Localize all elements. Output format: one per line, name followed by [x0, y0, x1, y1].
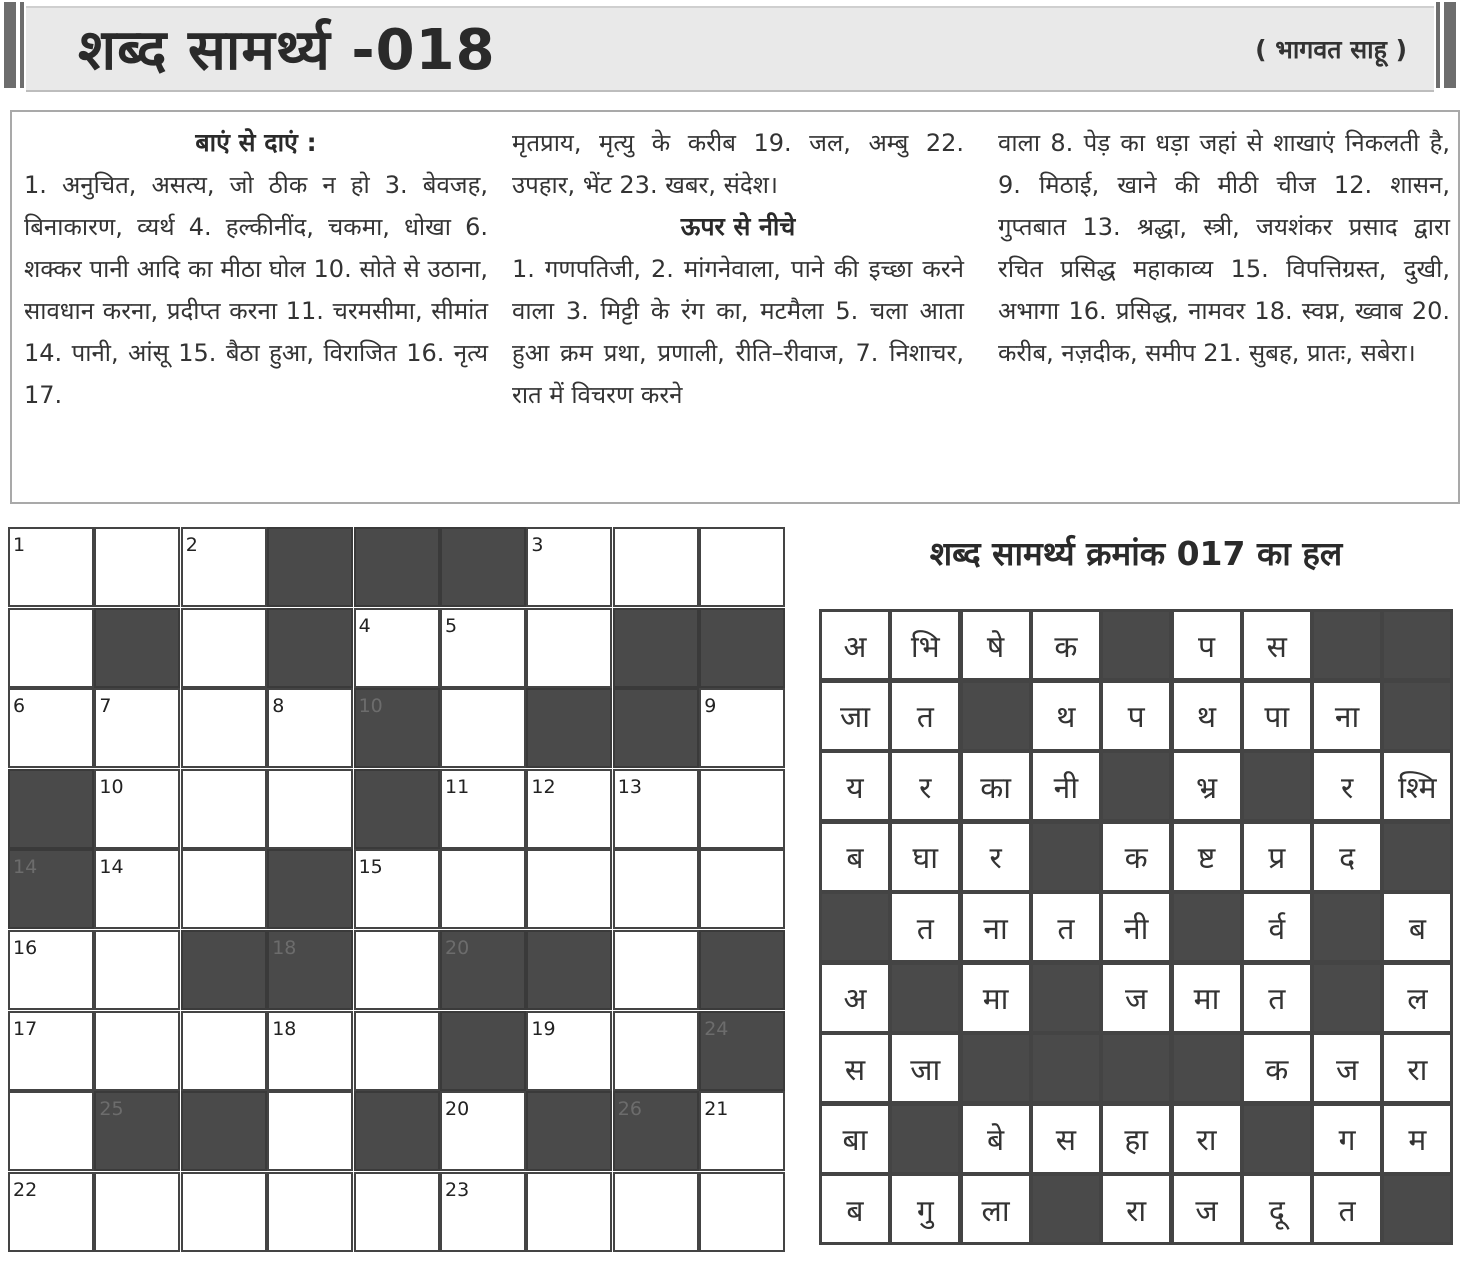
- solution-letter: ब: [822, 824, 888, 890]
- solution-letter: जा: [892, 1035, 958, 1101]
- solution-letter: र्व: [1244, 894, 1310, 960]
- solution-letter: बे: [963, 1106, 1029, 1172]
- solution-letter: प्र: [1244, 824, 1310, 890]
- grid-cell[interactable]: [440, 1091, 526, 1171]
- solution-block: [1384, 1176, 1450, 1242]
- solution-letter: य: [822, 753, 888, 819]
- grid-cell[interactable]: [613, 930, 699, 1010]
- clue-number: 5: [445, 614, 458, 637]
- grid-block: [699, 930, 785, 1010]
- solution-letter: ल: [1384, 965, 1450, 1031]
- grid-block: [354, 1091, 440, 1171]
- grid-block: [94, 608, 180, 688]
- grid-cell[interactable]: [94, 1011, 180, 1091]
- solution-letter: रा: [1174, 1106, 1240, 1172]
- solution-letter: स: [1033, 1106, 1099, 1172]
- solution-letter: त: [1033, 894, 1099, 960]
- solution-letter: र: [1314, 753, 1380, 819]
- solution-letter: र: [963, 824, 1029, 890]
- solution-block: [1103, 753, 1169, 819]
- grid-cell[interactable]: [94, 688, 180, 768]
- header-band: [0, 0, 1465, 96]
- grid-cell[interactable]: [94, 527, 180, 607]
- clue-number: 14: [13, 856, 38, 879]
- grid-cell[interactable]: [613, 849, 699, 929]
- solution-letter: मा: [1174, 965, 1240, 1031]
- clue-column-1: [24, 122, 488, 416]
- down-clues-part1: 1. गणपतिजी, 2. मांगनेवाला, पाने की इच्छा करने वाला 3. मिट्टी के रंग का, मटमैला 5. चला आता हुआ क्रम प्रथा, प्रणाली, रीति–रीवाज, 7. निशाचर, रात में विचरण करने: [512, 255, 964, 409]
- grid-cell[interactable]: [613, 1172, 699, 1252]
- clue-number: 19: [531, 1017, 556, 1040]
- grid-cell[interactable]: [8, 527, 94, 607]
- clue-number: 8: [272, 695, 285, 718]
- clue-number: 1: [13, 534, 26, 556]
- solution-letter: क: [1244, 1035, 1310, 1101]
- grid-cell[interactable]: [440, 688, 526, 768]
- down-clues-part2: वाला 8. पेड़ का धड़ा जहां से शाखाएं निकलती है, 9. मिठाई, खाने की मीठी चीज 12. शासन, गुप्तबात 13. श्रद्धा, स्त्री, जयशंकर प्रसाद द्वारा रचित प्रसिद्ध महाकाव्य 15. विपत्तिग्रस्त, दुखी, अभागा 16. प्रसिद्ध, नामवर 18. स्वप्न, ख्वाब 20. करीब, नज़दीक, समीप 21. सुबह, प्रातः, सबेरा।: [998, 129, 1450, 367]
- grid-cell[interactable]: [354, 930, 440, 1010]
- left-bar-outer: [4, 2, 16, 88]
- grid-cell[interactable]: [526, 769, 612, 849]
- grid-block: [699, 1011, 785, 1091]
- solution-letter: ष्ट: [1174, 824, 1240, 890]
- grid-cell[interactable]: [181, 1172, 267, 1252]
- grid-cell[interactable]: [8, 1172, 94, 1252]
- clue-number: 15: [358, 856, 383, 879]
- grid-cell[interactable]: [613, 1011, 699, 1091]
- grid-cell[interactable]: [699, 1091, 785, 1171]
- clue-number: 20: [445, 1098, 470, 1121]
- solution-letter: नी: [1033, 753, 1099, 819]
- solution-letter: त: [892, 683, 958, 749]
- solution-letter: थ: [1174, 683, 1240, 749]
- grid-cell[interactable]: [181, 849, 267, 929]
- solution-grid: [819, 609, 1453, 1245]
- solution-letter: ना: [1314, 683, 1380, 749]
- solution-letter: ब: [1384, 894, 1450, 960]
- grid-cell[interactable]: [267, 688, 353, 768]
- solution-letter: क: [1033, 612, 1099, 678]
- grid-block: [8, 849, 94, 929]
- grid-cell[interactable]: [526, 1011, 612, 1091]
- grid-cell[interactable]: [94, 849, 180, 929]
- solution-letter: का: [963, 753, 1029, 819]
- grid-cell[interactable]: [354, 1011, 440, 1091]
- solution-block: [963, 683, 1029, 749]
- grid-block: [181, 1091, 267, 1171]
- grid-cell[interactable]: [440, 1172, 526, 1252]
- grid-cell[interactable]: [8, 1091, 94, 1171]
- grid-cell[interactable]: [354, 849, 440, 929]
- clue-number: 16: [13, 937, 38, 959]
- across-heading: बाएं से दाएं :: [195, 128, 317, 157]
- grid-block: [526, 1091, 612, 1171]
- across-clues-part1: 1. अनुचित, असत्य, जो ठीक न हो 3. बेवजह, बिनाकारण, व्यर्थ 4. हल्कीनींद, चकमा, धोखा 6. शक्कर पानी आदि का मीठा घोल 10. सोते से उठाना, सावधान करना, प्रदीप्त करना 11. चरमसीमा, सीमांत 14. पानी, आंसू 15. बैठा हुआ, विराजित 16. नृत्य 17.: [24, 171, 488, 409]
- grid-block: [440, 1011, 526, 1091]
- grid-cell[interactable]: [354, 1172, 440, 1252]
- solution-letter: जा: [822, 683, 888, 749]
- solution-block: [892, 965, 958, 1031]
- grid-cell[interactable]: [181, 769, 267, 849]
- grid-block: [526, 688, 612, 768]
- clue-number: 20: [445, 937, 470, 959]
- solution-letter: भि: [892, 612, 958, 678]
- grid-cell[interactable]: [8, 930, 94, 1010]
- grid-cell[interactable]: [354, 608, 440, 688]
- down-heading: ऊपर से नीचे: [680, 212, 796, 241]
- grid-block: [267, 608, 353, 688]
- solution-letter: षे: [963, 612, 1029, 678]
- grid-block: [613, 688, 699, 768]
- solution-block: [1103, 1035, 1169, 1101]
- grid-block: [613, 1091, 699, 1171]
- solution-block: [1244, 1106, 1310, 1172]
- solution-letter: अ: [822, 965, 888, 1031]
- grid-cell[interactable]: [699, 769, 785, 849]
- grid-cell[interactable]: [526, 1172, 612, 1252]
- grid-block: [181, 930, 267, 1010]
- solution-letter: थ: [1033, 683, 1099, 749]
- solution-block: [1384, 612, 1450, 678]
- grid-cell[interactable]: [613, 527, 699, 607]
- solution-letter: ला: [963, 1176, 1029, 1242]
- grid-block: [354, 688, 440, 768]
- puzzle-title: शब्द सामर्थ्य -018: [78, 18, 496, 83]
- clue-number: 14: [99, 856, 124, 879]
- grid-cell[interactable]: [526, 608, 612, 688]
- clue-number: 10: [358, 695, 383, 718]
- clue-number: 21: [704, 1098, 729, 1121]
- solution-letter: नी: [1103, 894, 1169, 960]
- solution-block: [1033, 965, 1099, 1031]
- solution-block: [1314, 965, 1380, 1031]
- clue-number: 4: [358, 614, 371, 637]
- clue-number: 22: [13, 1178, 38, 1201]
- grid-cell[interactable]: [440, 769, 526, 849]
- grid-cell[interactable]: [181, 527, 267, 607]
- grid-block: [354, 527, 440, 607]
- solution-block: [1384, 683, 1450, 749]
- grid-cell[interactable]: [699, 849, 785, 929]
- solution-letter: श्मि: [1384, 753, 1450, 819]
- solution-letter: क: [1103, 824, 1169, 890]
- grid-cell[interactable]: [699, 1172, 785, 1252]
- grid-cell[interactable]: [267, 1011, 353, 1091]
- solution-letter: त: [1314, 1176, 1380, 1242]
- grid-cell[interactable]: [8, 608, 94, 688]
- left-bar-inner: [20, 2, 24, 88]
- solution-letter: भ्र: [1174, 753, 1240, 819]
- solution-letter: त: [892, 894, 958, 960]
- solution-block: [822, 894, 888, 960]
- clue-number: 6: [13, 695, 26, 718]
- solution-letter: स: [822, 1035, 888, 1101]
- clue-number: 13: [617, 775, 642, 798]
- solution-letter: प: [1103, 683, 1169, 749]
- grid-cell[interactable]: [526, 527, 612, 607]
- grid-block: [613, 608, 699, 688]
- solution-block: [1314, 894, 1380, 960]
- right-bar-outer: [1444, 2, 1456, 88]
- clue-number: 2: [185, 534, 198, 556]
- clue-number: 18: [272, 937, 297, 959]
- solution-block: [1033, 1035, 1099, 1101]
- solution-title: शब्द सामर्थ्य क्रमांक 017 का हल: [929, 534, 1343, 573]
- solution-letter: गु: [892, 1176, 958, 1242]
- grid-block: [699, 608, 785, 688]
- solution-letter: अ: [822, 612, 888, 678]
- clue-number: 10: [99, 775, 124, 798]
- clue-number: 3: [531, 534, 544, 556]
- grid-cell[interactable]: [94, 769, 180, 849]
- clue-column-2: [512, 122, 964, 416]
- solution-letter: मा: [963, 965, 1029, 1031]
- across-clues-part2: मृतप्राय, मृत्यु के करीब 19. जल, अम्बु 22. उपहार, भेंट 23. खबर, संदेश।: [512, 129, 964, 199]
- grid-cell[interactable]: [8, 688, 94, 768]
- solution-letter: ना: [963, 894, 1029, 960]
- grid-cell[interactable]: [8, 1011, 94, 1091]
- grid-cell[interactable]: [267, 769, 353, 849]
- solution-letter: हा: [1103, 1106, 1169, 1172]
- clue-number: 18: [272, 1017, 297, 1040]
- grid-block: [440, 527, 526, 607]
- solution-letter: ज: [1174, 1176, 1240, 1242]
- grid-cell[interactable]: [267, 1172, 353, 1252]
- solution-letter: द: [1314, 824, 1380, 890]
- solution-block: [1103, 612, 1169, 678]
- grid-block: [354, 769, 440, 849]
- solution-block: [963, 1035, 1029, 1101]
- clue-column-3: [998, 122, 1450, 374]
- solution-letter: बा: [822, 1106, 888, 1172]
- grid-block: [267, 527, 353, 607]
- solution-letter: प: [1174, 612, 1240, 678]
- grid-cell[interactable]: [181, 1011, 267, 1091]
- solution-letter: पा: [1244, 683, 1310, 749]
- solution-letter: स: [1244, 612, 1310, 678]
- clue-number: 23: [445, 1178, 470, 1201]
- clue-number: 26: [617, 1098, 642, 1121]
- grid-cell[interactable]: [94, 930, 180, 1010]
- grid-cell[interactable]: [699, 688, 785, 768]
- solution-block: [1033, 1176, 1099, 1242]
- grid-block: [440, 930, 526, 1010]
- solution-letter: ब: [822, 1176, 888, 1242]
- solution-letter: ज: [1314, 1035, 1380, 1101]
- solution-letter: दू: [1244, 1176, 1310, 1242]
- solution-letter: रा: [1384, 1035, 1450, 1101]
- clue-number: 7: [99, 695, 112, 718]
- grid-cell[interactable]: [181, 608, 267, 688]
- grid-block: [267, 930, 353, 1010]
- grid-cell[interactable]: [267, 1091, 353, 1171]
- clue-number: 12: [531, 775, 556, 798]
- solution-letter: घा: [892, 824, 958, 890]
- solution-block: [892, 1106, 958, 1172]
- clue-number: 9: [704, 695, 717, 718]
- grid-block: [8, 769, 94, 849]
- author-name: ( भागवत साहू ): [1255, 35, 1407, 64]
- right-bar-inner: [1436, 2, 1440, 88]
- clue-number: 24: [704, 1017, 729, 1040]
- grid-cell[interactable]: [94, 1172, 180, 1252]
- solution-block: [1033, 824, 1099, 890]
- solution-letter: त: [1244, 965, 1310, 1031]
- solution-letter: र: [892, 753, 958, 819]
- clue-number: 25: [99, 1098, 124, 1121]
- solution-block: [1174, 894, 1240, 960]
- solution-block: [1314, 612, 1380, 678]
- grid-cell[interactable]: [181, 688, 267, 768]
- solution-letter: म: [1384, 1106, 1450, 1172]
- clues-box: [10, 110, 1460, 504]
- solution-letter: ज: [1103, 965, 1169, 1031]
- grid-block: [94, 1091, 180, 1171]
- grid-block: [526, 930, 612, 1010]
- grid-cell[interactable]: [440, 849, 526, 929]
- grid-cell[interactable]: [699, 527, 785, 607]
- clue-number: 17: [13, 1017, 38, 1040]
- solution-block: [1384, 824, 1450, 890]
- grid-block: [267, 849, 353, 929]
- clue-number: 11: [445, 775, 470, 798]
- solution-letter: रा: [1103, 1176, 1169, 1242]
- solution-block: [1174, 1035, 1240, 1101]
- grid-cell[interactable]: [440, 608, 526, 688]
- grid-cell[interactable]: [613, 769, 699, 849]
- solution-letter: ग: [1314, 1106, 1380, 1172]
- solution-block: [1244, 753, 1310, 819]
- grid-cell[interactable]: [526, 849, 612, 929]
